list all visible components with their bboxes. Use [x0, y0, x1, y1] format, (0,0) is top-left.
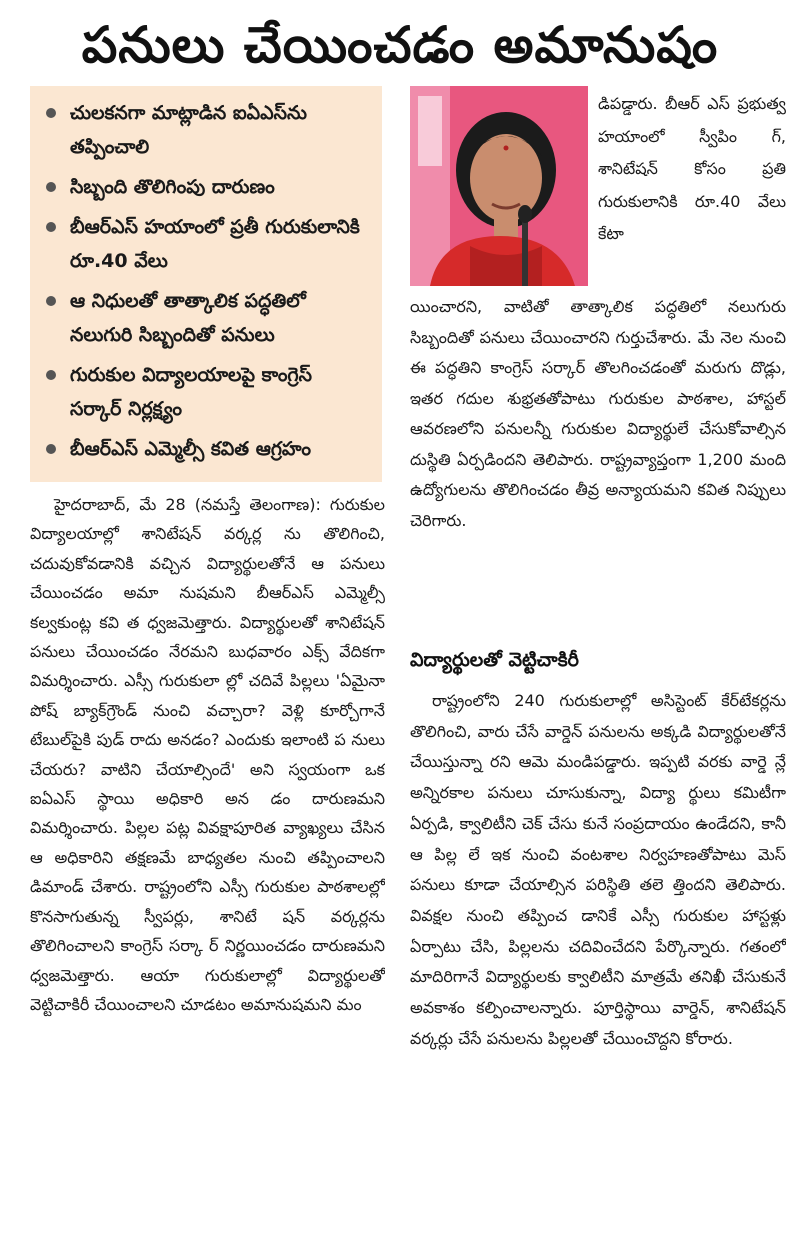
highlight-text: చులకనగా మాట్లాడిన ఐఏఎస్‌ను తప్పించాలి	[70, 102, 307, 158]
bullet-icon	[46, 370, 56, 380]
article-right-column-bottom	[410, 686, 786, 1236]
highlight-item	[46, 284, 370, 352]
article-paragraph: రాష్ట్రంలోని 240 గురుకులాల్లో అసిస్టెంట్ కేర్‌టేకర్లను తొలిగించి, వారు చేసే వార్డెన్ పనులను అక్కడి విద్యార్థులతోనే చేయిస్తున్నా రని ఆమె మండిపడ్డారు. ఇప్పటి వరకు వార్డె న్లే అన్నిరకాల పనులు చూసుకున్నా, విద్యా ర్థులు కమిటీగా ఏర్పడి, క్వాలిటీని చెక్ చేసు కునే సంప్రదాయం ఉండేదని, కానీ ఆ పిల్ల లే ఇక నుంచి వంటశాల నిర్వహణతోపాటు మెస్ పనులు కూడా చేయాల్సిన పరిస్థితి తలె త్తిందని తెలిపారు. వివక్షల నుంచి తప్పించ డానికే ఎస్సీ గురుకుల హాస్టళ్లు ఏర్పాటు చేసి, పిల్లలను చదివించేదని పేర్కొన్నారు. గతంలో మాదిరిగానే విద్యార్థులకు క్వాలిటీని మాత్రమే తనిఖీ చేసుకునే అవకాశం కల్పించాలన్నారు. పూర్తిస్థాయి వార్డెన్, శానిటేషన్ వర్కర్లు చేసే పనులను పిల్లలతో చేయించొద్దని కోరారు.	[410, 691, 786, 1048]
speaker-photo-illustration	[410, 86, 588, 286]
bullet-icon	[46, 296, 56, 306]
highlight-item	[46, 358, 370, 426]
highlight-item	[46, 96, 370, 164]
bullet-icon	[46, 182, 56, 192]
bullet-icon	[46, 222, 56, 232]
highlight-text: బీఆర్‌ఎస్ ఎమ్మెల్సీ కవిత ఆగ్రహం	[70, 438, 311, 460]
bullet-icon	[46, 444, 56, 454]
highlight-item	[46, 432, 370, 466]
highlight-item	[46, 210, 370, 278]
article-subheading: విద్యార్థులతో వెట్టిచాకిరీ	[410, 649, 579, 671]
highlight-text: గురుకుల విద్యాలయాలపై కాంగ్రెస్ సర్కార్ నిర్లక్ష్యం	[70, 364, 312, 420]
highlights-box	[30, 86, 382, 482]
article-left-column	[30, 490, 385, 1235]
highlight-text: బీఆర్‌ఎస్ హయాంలో ప్రతీ గురుకులానికి రూ.40 వేలు	[70, 216, 360, 272]
bullet-icon	[46, 108, 56, 118]
speaker-photo	[410, 86, 588, 286]
highlight-text: సిబ్బంది తొలిగింపు దారుణం	[70, 176, 275, 198]
headline: పనులు చేయించడం అమానుషం	[81, 16, 719, 74]
article-text-beside-photo: డిపడ్డారు. బీఆర్ ఎస్ ప్రభుత్వ హయాంలో స్వీపిం గ్, శానిటేషన్ కోసం ప్రతి గురుకులానికి రూ.40 వేలు కేటా	[598, 94, 786, 244]
highlight-item	[46, 170, 370, 204]
article-right-column-top: యించారని, వాటితో తాత్కాలిక పద్ధతిలో నలుగురు సిబ్బందితో పనులు చేయించారని గుర్తుచేశారు. మే నెల నుంచి ఈ పద్ధతిని కాంగ్రెస్ సర్కార్ తొలగించడంతో మరుగు దొడ్లు, ఇతర గదుల శుభ్రతతోపాటు గురుకుల పాఠశాల, హాస్టల్ ఆవరణలోని పనులన్నీ గురుకుల విద్యార్థులే చేసుకోవాల్సిన దుస్థితి ఏర్పడిందని తెలిపారు. రాష్ట్రవ్యాప్తంగా 1,200 మంది ఉద్యోగులను తొలిగించడం తీవ్ర అన్యాయమని కవిత నిప్పులు చెరిగారు.	[410, 297, 786, 530]
highlight-text: ఆ నిధులతో తాత్కాలిక పద్ధతిలో నలుగురి సిబ్బందితో పనులు	[70, 290, 306, 346]
article-paragraph: హైదరాబాద్, మే 28 (నమస్తే తెలంగాణ): గురుకుల విద్యాలయాల్లో శానిటేషన్ వర్కర్ల ను తొలిగించి, చదువుకోవడానికి వచ్చిన విద్యార్థులతోనే ఆ పనులు చేయించడం అమా నుషమని బీఆర్‌ఎస్ ఎమ్మెల్సీ కల్వకుంట్ల కవి త ధ్వజమెత్తారు. విద్యార్థులతో శానిటేషన్ పనులు చేయించడం నేరమని బుధవారం ఎక్స్ వేదికగా విమర్శించారు. ఎస్సీ గురుకులా ల్లో చదివే పిల్లలు 'ఏమైనా పోష్ బ్యాక్‌గ్రౌండ్ నుంచి వచ్చారా? వెళ్లి కూర్చోగానే టేబుల్‌పైకి పుడ్ రాదు అనడం? ఎందుకు ఇలాంటి ప నులు చేయరు? వాటిని చేయాల్సిందే' అని స్వయంగా ఒక ఐఏఎస్ స్థాయి అధికారి అన డం దారుణమని విమర్శించారు. పిల్లల పట్ల వివక్షాపూరిత వ్యాఖ్యలు చేసిన ఆ అధికారిని తక్షణమే బాధ్యతల నుంచి తప్పించాలని డిమాండ్ చేశారు. రాష్ట్రంలోని ఎస్సీ గురుకుల పాఠశాలల్లో కొనసాగుతున్న స్వీపర్లు, శానిటే షన్ వర్కర్లను తొలిగించాలని కాంగ్రెస్ సర్కా ర్ నిర్ణయించడం దారుణమని ధ్వజమెత్తారు. ఆయా గురుకులాల్లో విద్యార్థులతో వెట్టిచాకిరీ చేయించాలని చూడటం అమానుషమని మం	[30, 495, 385, 1014]
